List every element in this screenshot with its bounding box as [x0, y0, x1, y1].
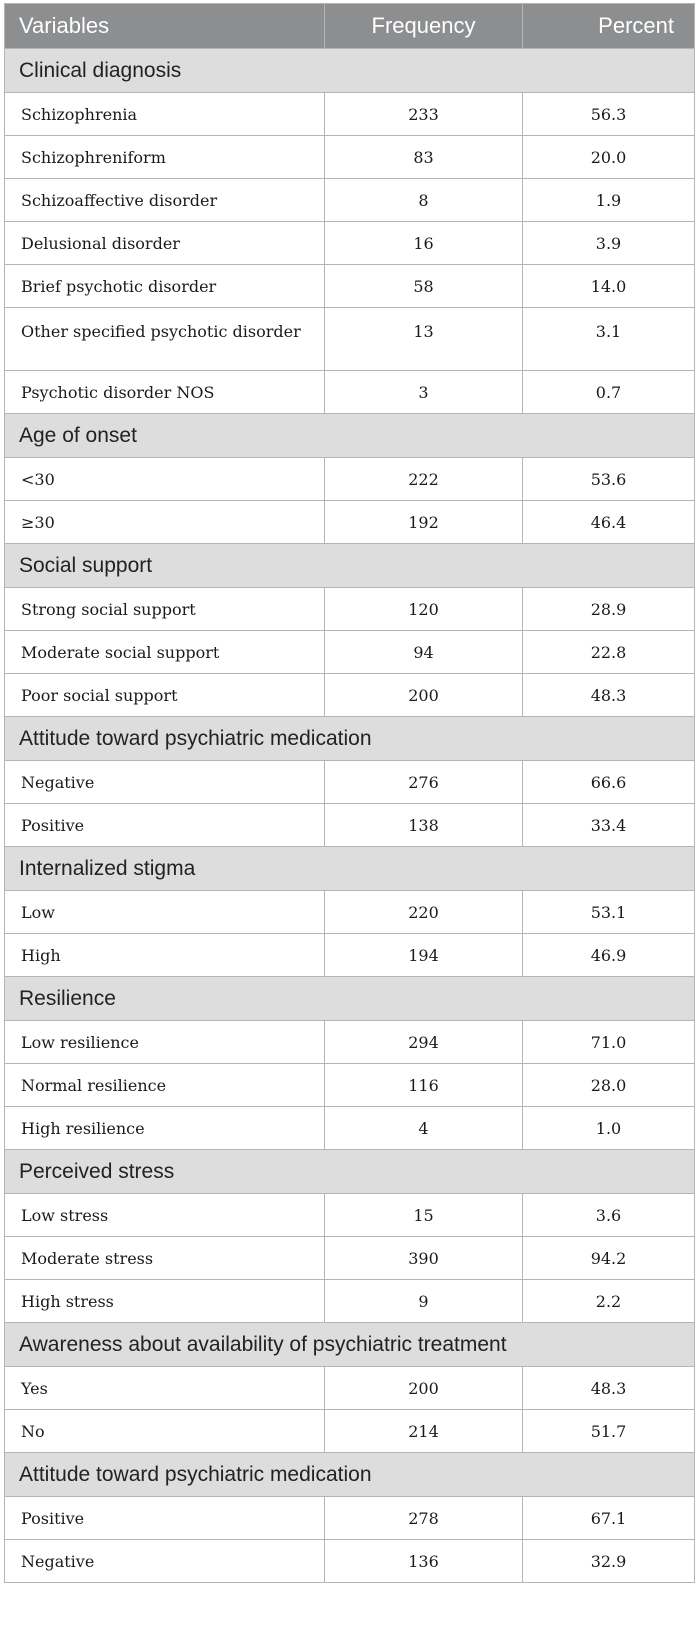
row-percent: 51.7: [523, 1410, 695, 1453]
row-percent: 94.2: [523, 1237, 695, 1280]
table-row: [5, 1237, 695, 1280]
table-row: [5, 891, 695, 934]
row-label: <30: [5, 458, 325, 501]
section-title: Perceived stress: [5, 1150, 695, 1194]
row-percent: 48.3: [523, 674, 695, 717]
row-percent: 53.1: [523, 891, 695, 934]
row-label: Low stress: [5, 1194, 325, 1237]
section-row: [5, 1150, 695, 1194]
table-row: [5, 93, 695, 136]
section-title: Attitude toward psychiatric medication: [5, 1453, 695, 1497]
row-percent: 67.1: [523, 1497, 695, 1540]
table-row: [5, 674, 695, 717]
row-frequency: 116: [325, 1064, 523, 1107]
row-frequency: 214: [325, 1410, 523, 1453]
row-frequency: 9: [325, 1280, 523, 1323]
header-row: [5, 4, 695, 49]
section-row: [5, 1453, 695, 1497]
table-row: [5, 1367, 695, 1410]
table-row: [5, 501, 695, 544]
row-percent: 53.6: [523, 458, 695, 501]
row-frequency: 390: [325, 1237, 523, 1280]
row-label: Positive: [5, 1497, 325, 1540]
section-title: Clinical diagnosis: [5, 49, 695, 93]
row-label: Schizophrenia: [5, 93, 325, 136]
section-row: [5, 977, 695, 1021]
row-frequency: 200: [325, 674, 523, 717]
table-row: [5, 1064, 695, 1107]
row-label: Negative: [5, 1540, 325, 1583]
row-frequency: 138: [325, 804, 523, 847]
section-title: Attitude toward psychiatric medication: [5, 717, 695, 761]
row-percent: 46.9: [523, 934, 695, 977]
section-row: [5, 847, 695, 891]
row-frequency: 8: [325, 179, 523, 222]
table-row: [5, 1021, 695, 1064]
row-frequency: 276: [325, 761, 523, 804]
table-row: [5, 265, 695, 308]
row-label: Moderate stress: [5, 1237, 325, 1280]
row-label: ≥30: [5, 501, 325, 544]
table-row: [5, 588, 695, 631]
row-label: Negative: [5, 761, 325, 804]
row-frequency: 3: [325, 371, 523, 414]
table-row: [5, 761, 695, 804]
table-row: [5, 222, 695, 265]
row-frequency: 15: [325, 1194, 523, 1237]
row-frequency: 120: [325, 588, 523, 631]
row-frequency: 278: [325, 1497, 523, 1540]
header-percent: Percent: [523, 4, 695, 49]
row-frequency: 83: [325, 136, 523, 179]
row-percent: 3.1: [523, 308, 695, 371]
table-row: [5, 1107, 695, 1150]
row-label: Delusional disorder: [5, 222, 325, 265]
header-frequency: Frequency: [325, 4, 523, 49]
table-row: [5, 458, 695, 501]
row-label: Low: [5, 891, 325, 934]
row-percent: 1.0: [523, 1107, 695, 1150]
table-row: [5, 1410, 695, 1453]
row-frequency: 4: [325, 1107, 523, 1150]
row-frequency: 136: [325, 1540, 523, 1583]
table-row: [5, 934, 695, 977]
row-frequency: 194: [325, 934, 523, 977]
row-frequency: 222: [325, 458, 523, 501]
frequency-table: [4, 3, 695, 1583]
row-percent: 14.0: [523, 265, 695, 308]
section-title: Internalized stigma: [5, 847, 695, 891]
row-label: Normal resilience: [5, 1064, 325, 1107]
table-row: [5, 804, 695, 847]
section-row: [5, 49, 695, 93]
row-frequency: 13: [325, 308, 523, 371]
row-percent: 22.8: [523, 631, 695, 674]
row-percent: 20.0: [523, 136, 695, 179]
header-variables: Variables: [5, 4, 325, 49]
row-frequency: 233: [325, 93, 523, 136]
row-percent: 2.2: [523, 1280, 695, 1323]
row-percent: 33.4: [523, 804, 695, 847]
section-row: [5, 544, 695, 588]
row-label: Schizophreniform: [5, 136, 325, 179]
table-row: [5, 136, 695, 179]
table-header: [5, 4, 695, 49]
section-row: [5, 717, 695, 761]
row-label: Yes: [5, 1367, 325, 1410]
section-title: Awareness about availability of psychiatric treatment: [5, 1323, 695, 1367]
row-frequency: 94: [325, 631, 523, 674]
row-percent: 48.3: [523, 1367, 695, 1410]
row-label: High stress: [5, 1280, 325, 1323]
row-label: Strong social support: [5, 588, 325, 631]
row-frequency: 58: [325, 265, 523, 308]
row-label: High: [5, 934, 325, 977]
row-percent: 1.9: [523, 179, 695, 222]
table-row: [5, 1194, 695, 1237]
row-percent: 3.9: [523, 222, 695, 265]
row-label: High resilience: [5, 1107, 325, 1150]
table-row: [5, 1497, 695, 1540]
row-label: Brief psychotic disorder: [5, 265, 325, 308]
row-label: No: [5, 1410, 325, 1453]
section-row: [5, 414, 695, 458]
row-frequency: 294: [325, 1021, 523, 1064]
row-frequency: 200: [325, 1367, 523, 1410]
table-row: [5, 1280, 695, 1323]
row-label: Poor social support: [5, 674, 325, 717]
row-label: Moderate social support: [5, 631, 325, 674]
row-frequency: 16: [325, 222, 523, 265]
section-title: Social support: [5, 544, 695, 588]
row-percent: 28.9: [523, 588, 695, 631]
section-row: [5, 1323, 695, 1367]
row-frequency: 220: [325, 891, 523, 934]
table-body: [5, 49, 695, 1583]
row-percent: 28.0: [523, 1064, 695, 1107]
row-percent: 3.6: [523, 1194, 695, 1237]
table-row: [5, 179, 695, 222]
section-title: Age of onset: [5, 414, 695, 458]
row-percent: 71.0: [523, 1021, 695, 1064]
row-percent: 56.3: [523, 93, 695, 136]
table-row: [5, 308, 695, 371]
table-row: [5, 1540, 695, 1583]
section-title: Resilience: [5, 977, 695, 1021]
row-label: Schizoaffective disorder: [5, 179, 325, 222]
row-percent: 46.4: [523, 501, 695, 544]
row-label: Other specified psychotic disorder: [5, 308, 325, 371]
row-label: Psychotic disorder NOS: [5, 371, 325, 414]
table-row: [5, 371, 695, 414]
row-frequency: 192: [325, 501, 523, 544]
row-label: Positive: [5, 804, 325, 847]
row-percent: 32.9: [523, 1540, 695, 1583]
row-percent: 66.6: [523, 761, 695, 804]
table-row: [5, 631, 695, 674]
row-label: Low resilience: [5, 1021, 325, 1064]
row-percent: 0.7: [523, 371, 695, 414]
